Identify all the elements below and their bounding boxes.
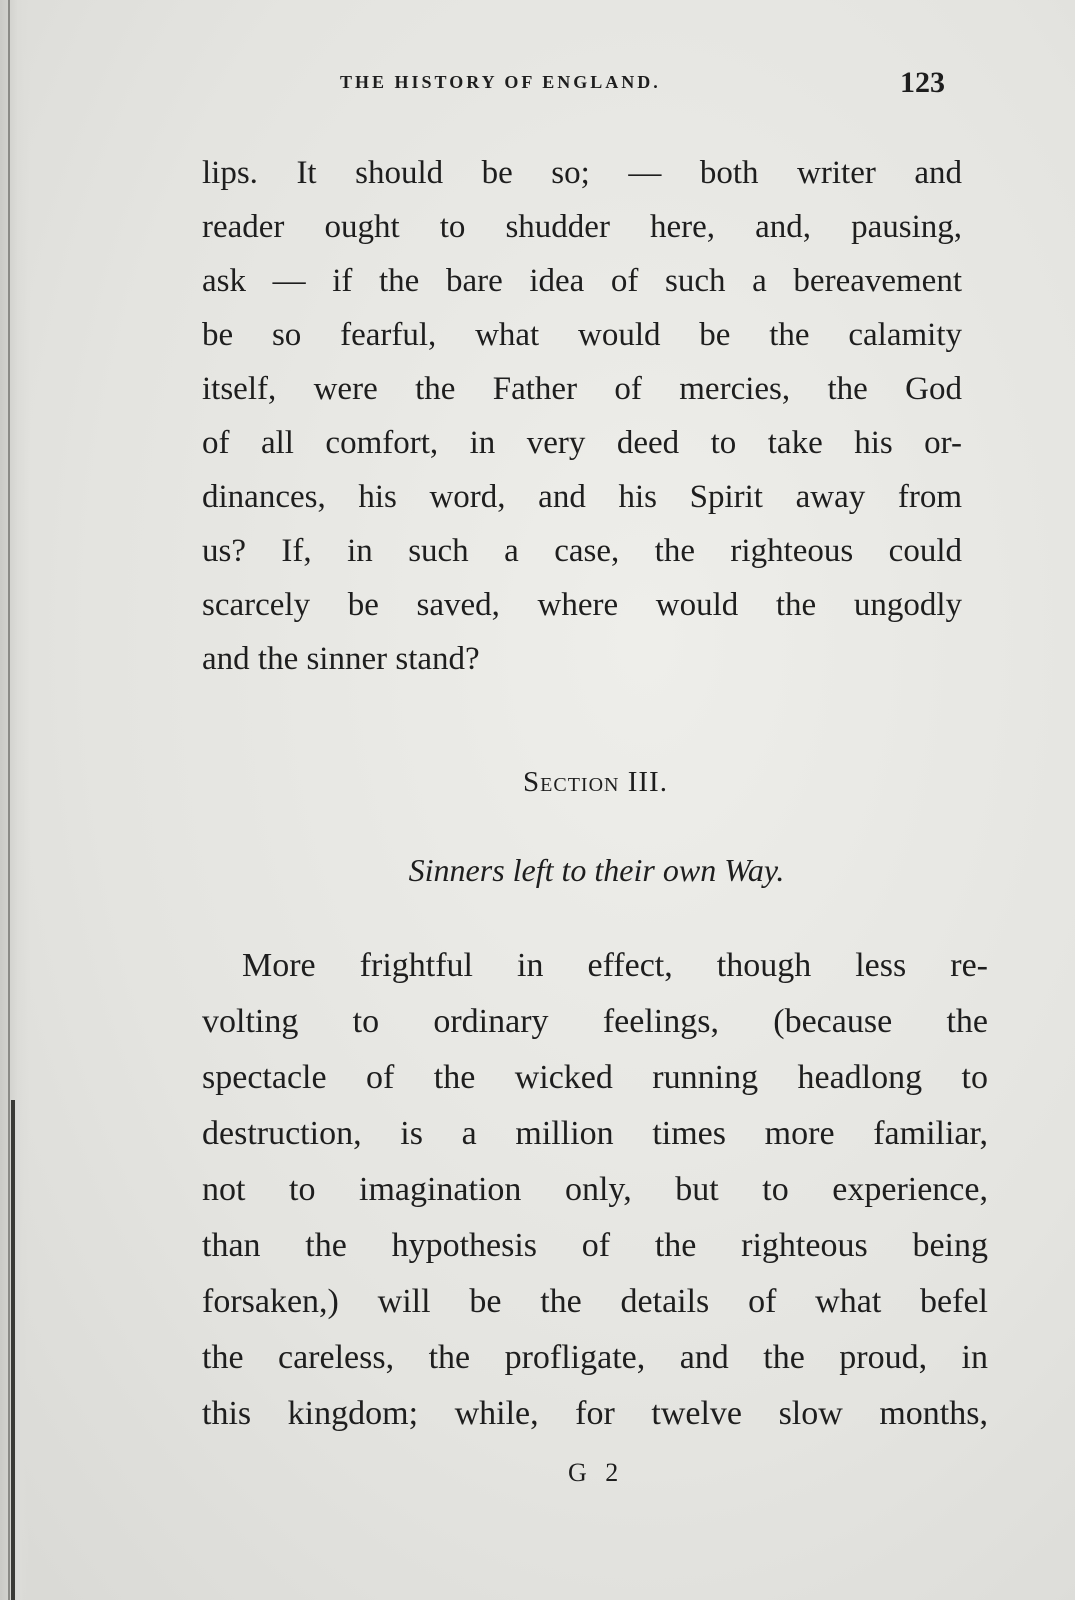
text-line: us? If, in such a case, the righteous could bbox=[202, 533, 962, 569]
text-line: volting to ordinary feelings, (because the bbox=[202, 1003, 988, 1040]
gutter-shadow bbox=[0, 0, 30, 1600]
text-line: be so fearful, what would be the calamity bbox=[202, 317, 962, 353]
section-subtitle: Sinners left to their own Way. bbox=[408, 852, 785, 888]
running-head: THE HISTORY OF ENGLAND. bbox=[340, 72, 661, 92]
text-line-last: and the sinner stand? bbox=[202, 641, 480, 677]
text-line: this kingdom; while, for twelve slow months, bbox=[202, 1395, 988, 1432]
text-line: of all comfort, in very deed to take his or- bbox=[202, 425, 962, 461]
text-line: destruction, is a million times more familiar, bbox=[202, 1115, 988, 1152]
text-line: not to imagination only, but to experience, bbox=[202, 1171, 988, 1208]
text-line: dinances, his word, and his Spirit away from bbox=[202, 479, 962, 515]
paragraph-section-body bbox=[202, 938, 988, 1442]
text-line: forsaken,) will be the details of what befel bbox=[202, 1283, 988, 1320]
page-number: 123 bbox=[900, 66, 945, 99]
text-line: itself, were the Father of mercies, the God bbox=[202, 371, 962, 407]
text-line: than the hypothesis of the righteous being bbox=[202, 1227, 988, 1264]
text-line: reader ought to shudder here, and, pausing, bbox=[202, 209, 962, 245]
text-line: scarcely be saved, where would the ungodly bbox=[202, 587, 962, 623]
gutter-edge bbox=[8, 0, 10, 1600]
section-heading: Section III. bbox=[523, 766, 668, 798]
gutter-edge-dark bbox=[11, 1100, 15, 1600]
text-line: More frightful in effect, though less re- bbox=[242, 947, 988, 984]
text-line: ask — if the bare idea of such a bereavement bbox=[202, 263, 962, 299]
text-line: spectacle of the wicked running headlong to bbox=[202, 1059, 988, 1096]
paragraph-continued bbox=[202, 146, 962, 686]
text-line: the careless, the profligate, and the proud, in bbox=[202, 1339, 988, 1376]
text-line: lips. It should be so; — both writer and bbox=[202, 155, 962, 191]
signature-mark: G 2 bbox=[568, 1458, 625, 1487]
